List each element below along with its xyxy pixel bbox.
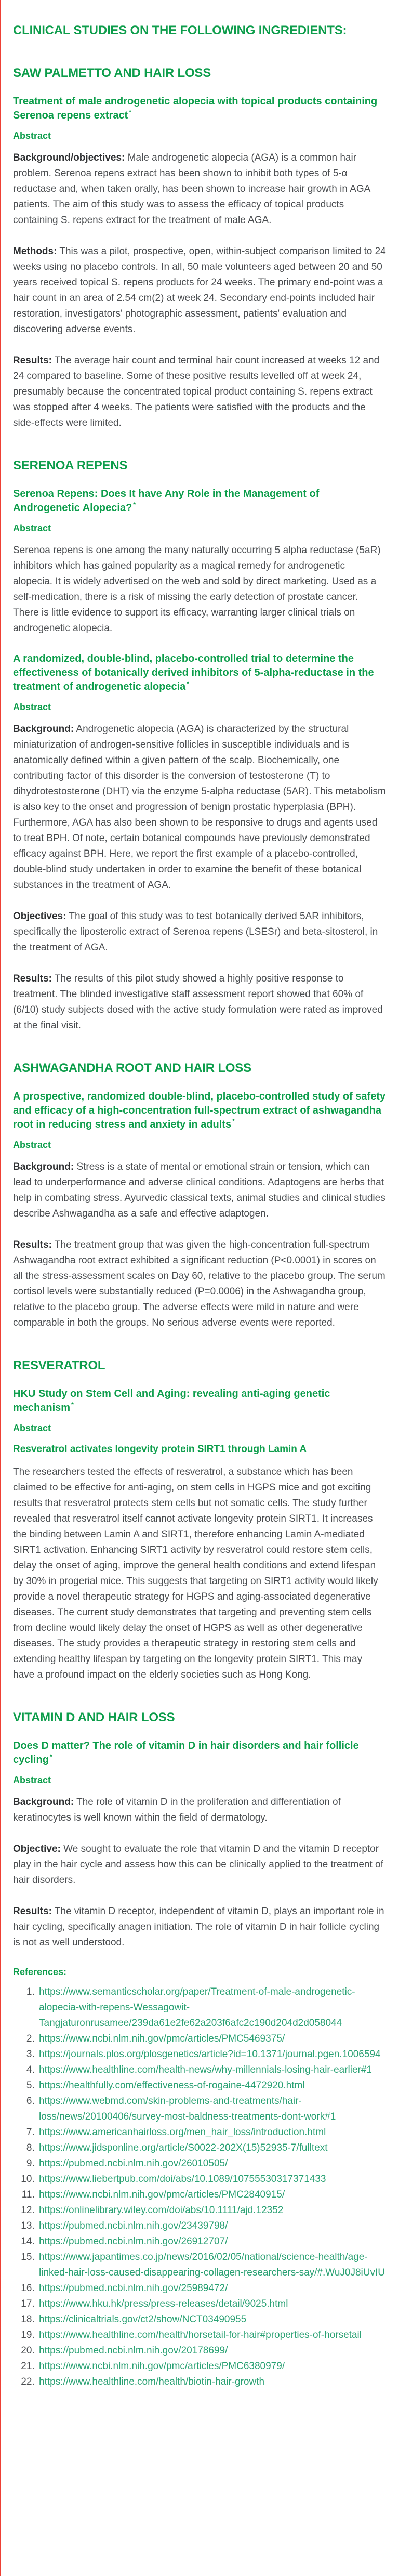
reference-link[interactable]: https://www.webmd.com/skin-problems-and-treatments/hair-loss/news/20100406/survey-most-baldness-treatments-dont-work#1	[39, 2096, 336, 2122]
paragraph-lead: Results:	[13, 1906, 52, 1917]
reference-item	[37, 1984, 386, 2031]
reference-item	[37, 2234, 386, 2250]
reference-link[interactable]: https://clinicaltrials.gov/ct2/show/NCT03490955	[39, 2314, 247, 2325]
reference-item	[37, 2187, 386, 2203]
reference-link[interactable]: https://www.ncbi.nlm.nih.gov/pmc/articles/PMC6380979/	[39, 2361, 285, 2372]
reference-link[interactable]: https://healthfully.com/effectiveness-of-rogaine-4472920.html	[39, 2080, 305, 2091]
paragraph-text: This was a pilot, prospective, open, within-subject comparison limited to 24 weeks using no placebo controls. In all, 50 male volunteers aged between 20 and 50 years received topical S. repens products for 24 weeks. The primary end-point was a hair count in an area of 2.54 cm(2) at week 24. Secondary end-points included hair restoration, investigators' photographic assessment, patients' evaluation and discovering adverse events.	[13, 246, 386, 335]
section-heading-vitamin-d: VITAMIN D AND HAIR LOSS	[13, 1710, 175, 1724]
paragraph-lead: Results:	[13, 973, 52, 984]
footnote-asterisk: *	[49, 1753, 52, 1761]
reference-item	[37, 2047, 386, 2062]
footnote-asterisk: *	[133, 501, 136, 509]
abstract-paragraph	[13, 1464, 386, 1683]
abstract-label: Abstract	[13, 523, 51, 533]
study-title	[13, 95, 386, 123]
paragraph-lead: Objective:	[13, 1843, 61, 1854]
section-ashwagandha	[13, 1061, 386, 1331]
abstract-paragraph	[13, 1841, 386, 1888]
references-label: References:	[13, 1967, 67, 1977]
paragraph-lead: Results:	[13, 1239, 52, 1250]
reference-item	[37, 2312, 386, 2327]
reference-item	[37, 2031, 386, 2047]
section-saw-palmetto	[13, 66, 386, 431]
reference-link[interactable]: https://www.healthline.com/health-news/why-millennials-losing-hair-earlier#1	[39, 2064, 372, 2075]
reference-item	[37, 2281, 386, 2296]
reference-item	[37, 2343, 386, 2359]
reference-link[interactable]: https://journals.plos.org/plosgenetics/article?id=10.1371/journal.pgen.1006594	[39, 2049, 381, 2060]
abstract-paragraph	[13, 722, 386, 893]
reference-item	[37, 2140, 386, 2156]
abstract-label: Abstract	[13, 702, 51, 712]
reference-item	[37, 2156, 386, 2172]
reference-link[interactable]: https://pubmed.ncbi.nlm.nih.gov/23439798/	[39, 2220, 228, 2231]
reference-item	[37, 2062, 386, 2078]
section-heading-resveratrol: RESVERATROL	[13, 1358, 105, 1372]
study-title-text: Serenoa Repens: Does It have Any Role in the Management of Androgenetic Alopecia?	[13, 488, 320, 514]
paragraph-text: The researchers tested the effects of resveratrol, a substance which has been claimed to be effective for anti-aging, on stem cells in HGPS mice and got exciting results that resveratrol protects stem cells but not somatic cells. The study further revealed that resveratrol itself cannot activate longevity protein SIRT1. It increases the binding between Lamin A and SIRT1, therefore enhancing Lamin A-mediated SIRT1 activation. Enhancing SIRT1 activity by resveratrol could restore stem cells, delay the onset of aging, improve the general health conditions and extend lifespan by 30% in progerial mice. This suggests that targeting on SIRT1 activity would likely provide a novel therapeutic strategy for HGPS and aging-associated degenerative diseases. The current study demonstrates that targeting and preventing stem cells from decline would likely delay the onset of HGPS as well as other degenerative diseases. The study provides a therapeutic strategy in restoring stem cells and extending healthy lifespan by targeting on the longevity protein SIRT1. This may have a profound impact on the elderly societies such as Hong Kong.	[13, 1467, 378, 1680]
abstract-paragraph	[13, 353, 386, 431]
abstract-label: Abstract	[13, 1423, 51, 1433]
paragraph-text: Androgenetic alopecia (AGA) is characterized by the structural miniaturization of androgen-sensitive follicles in susceptible individuals and is anatomically defined within a given pattern of the scalp. Biochemically, one contributing factor of this disorder is the conversion of testosterone (T) to dihydrotestosterone (DHT) via the enzyme 5-alpha reductase (5AR). This metabolism is also key to the onset and progression of benign prostatic hyperplasia (BPH). Furthermore, AGA has also been shown to be responsive to drugs and agents used to treat BPH. Of note, certain botanical compounds have previously demonstrated efficacy against BPH. Here, we report the first example of a placebo-controlled, double-blind study undertaken in order to examine the benefit of these botanical substances in the treatment of AGA.	[13, 724, 386, 891]
abstract-paragraph	[13, 244, 386, 337]
reference-item	[37, 2125, 386, 2140]
study-title-text: A randomized, double-blind, placebo-controlled trial to determine the effectiveness of botanically derived inhibitors of 5-alpha-reductase in the treatment of androgenetic alopecia	[13, 653, 374, 692]
reference-link[interactable]: https://onlinelibrary.wiley.com/doi/abs/10.1111/ajd.12352	[39, 2205, 284, 2216]
reference-link[interactable]: https://www.ncbi.nlm.nih.gov/pmc/articles/PMC2840915/	[39, 2189, 285, 2200]
paragraph-lead: Methods:	[13, 246, 57, 257]
study-title-text: Treatment of male androgenetic alopecia with topical products containing Serenoa repens extract	[13, 96, 378, 121]
abstract-paragraph	[13, 1237, 386, 1331]
footnote-asterisk: *	[232, 1118, 235, 1126]
paragraph-text: The results of this pilot study showed a highly positive response to treatment. The blinded investigative staff assessment report showed that 60% of (6/10) study subjects dosed with the active study formulation were rated as improved at the final visit.	[13, 973, 383, 1031]
section-vitamin-d	[13, 1710, 386, 1951]
study-title-text: A prospective, randomized double-blind, placebo-controlled study of safety and efficacy of a high-concentration full-spectrum extract of ashwagandha root in reducing stress and anxiety in adults	[13, 1091, 386, 1130]
paragraph-lead: Results:	[13, 355, 52, 366]
paragraph-text: Stress is a state of mental or emotional strain or tension, which can lead to underperformance and adverse clinical conditions. Adaptogens are herbs that help in combating stress. Ayurvedic classical texts, animal studies and clinical studies describe Ashwagandha as a safe and effective adaptogen.	[13, 1161, 385, 1219]
section-heading-serenoa-repens: SERENOA REPENS	[13, 459, 128, 473]
reference-item	[37, 2374, 386, 2390]
paragraph-text: The treatment group that was given the high-concentration full-spectrum Ashwagandha root extract exhibited a significant reduction (P<0.0001) in scores on all the stress-assessment scales on Day 60, relative to the placebo group. The serum cortisol levels were substantially reduced (P=0.0006) in the Ashwagandha group, relative to the placebo group. The adverse effects were mild in nature and were comparable in both the groups. No serious adverse events were reported.	[13, 1239, 385, 1328]
study-title	[13, 487, 386, 515]
study-title	[13, 652, 386, 694]
footnote-asterisk: *	[129, 109, 131, 116]
paragraph-text: Serenoa repens is one among the many naturally occurring 5 alpha reductase (5aR) inhibitors which has gained popularity as a magical remedy for androgenetic alopecia. It is widely advertised on the web and sold by direct marketing. Used as a self-medication, there is a risk of missing the early detection of prostate cancer. There is little evidence to support its efficacy, warranting larger clinical trials on androgenetic alopecia.	[13, 545, 381, 634]
section-serenoa-repens	[13, 458, 386, 1034]
section-references	[13, 1966, 386, 2390]
paragraph-lead: Background:	[13, 1161, 74, 1172]
reference-link[interactable]: https://www.semanticscholar.org/paper/Treatment-of-male-androgenetic-alopecia-with-repens-Wessagowit-Tangjaturonrusamee/239da61e2fe62a203f6afc2c190d204d2d058044	[39, 1986, 355, 2029]
paragraph-text: Male androgenetic alopecia (AGA) is a common hair problem. Serenoa repens extract has been shown to inhibit both types of 5-α reductase and, when taken orally, has been shown to increase hair growth in AGA patients. The aim of this study was to assess the efficacy of topical products containing S. repens extract for the treatment of male AGA.	[13, 152, 370, 226]
abstract-paragraph	[13, 1795, 386, 1826]
abstract-paragraph	[13, 971, 386, 1034]
reference-item	[37, 2203, 386, 2218]
reference-item	[37, 2094, 386, 2125]
page-title: CLINICAL STUDIES ON THE FOLLOWING INGREDIENTS:	[13, 23, 347, 37]
section-resveratrol	[13, 1358, 386, 1683]
study-title	[13, 1090, 386, 1132]
reference-item	[37, 2078, 386, 2094]
abstract-paragraph	[13, 909, 386, 956]
abstract-paragraph	[13, 543, 386, 636]
reference-link[interactable]: https://www.jidsponline.org/article/S0022-202X(15)52935-7/fulltext	[39, 2142, 328, 2153]
abstract-paragraph	[13, 1904, 386, 1951]
left-edge-accent	[0, 0, 1, 2576]
study-title-text: HKU Study on Stem Cell and Aging: revealing anti-aging genetic mechanism	[13, 1388, 330, 1414]
references-list	[13, 1984, 386, 2390]
abstract-paragraph	[13, 1159, 386, 1222]
reference-link[interactable]: https://pubmed.ncbi.nlm.nih.gov/26912707/	[39, 2236, 228, 2247]
reference-link[interactable]: https://pubmed.ncbi.nlm.nih.gov/20178699/	[39, 2345, 228, 2356]
footnote-asterisk: *	[71, 1401, 74, 1409]
paragraph-lead: Background:	[13, 1797, 74, 1808]
reference-link[interactable]: https://www.liebertpub.com/doi/abs/10.1089/10755530317371433	[39, 2174, 326, 2185]
reference-item	[37, 2327, 386, 2343]
reference-link[interactable]: https://www.hku.hk/press/press-releases/detail/9025.html	[39, 2298, 288, 2309]
reference-item	[37, 2218, 386, 2234]
paragraph-lead: Background:	[13, 724, 74, 735]
reference-link[interactable]: https://www.americanhairloss.org/men_hair_loss/introduction.html	[39, 2127, 326, 2138]
study-subheading: Resveratrol activates longevity protein SIRT1 through Lamin A	[13, 1444, 307, 1455]
reference-item	[37, 2296, 386, 2312]
section-heading-saw-palmetto: SAW PALMETTO AND HAIR LOSS	[13, 66, 211, 80]
paragraph-text: We sought to evaluate the role that vitamin D and the vitamin D receptor play in the hair cycle and assess how this can be clinically applied to the treatment of hair disorders.	[13, 1843, 383, 1886]
paragraph-lead: Objectives:	[13, 911, 66, 922]
footnote-asterisk: *	[187, 680, 189, 688]
reference-item	[37, 2172, 386, 2187]
paragraph-text: The role of vitamin D in the proliferation and differentiation of keratinocytes is well known within the field of dermatology.	[13, 1797, 341, 1823]
paragraph-text: The vitamin D receptor, independent of vitamin D, plays an important role in hair cycling, specifically anagen initiation. The role of vitamin D in hair follicle cycling is not as well understood.	[13, 1906, 384, 1948]
abstract-label: Abstract	[13, 1140, 51, 1150]
study-title	[13, 1739, 386, 1767]
paragraph-lead: Background/objectives:	[13, 152, 125, 163]
reference-item	[37, 2250, 386, 2281]
abstract-label: Abstract	[13, 1775, 51, 1785]
reference-link[interactable]: https://www.ncbi.nlm.nih.gov/pmc/articles/PMC5469375/	[39, 2033, 285, 2044]
reference-link[interactable]: https://www.japantimes.co.jp/news/2016/02/05/national/science-health/age-linked-hair-loss-caused-disappearing-collagen-researchers-say/#.WuJ0J8iUvIU	[39, 2252, 385, 2278]
section-heading-ashwagandha: ASHWAGANDHA ROOT AND HAIR LOSS	[13, 1061, 251, 1075]
paragraph-text: The average hair count and terminal hair count increased at weeks 12 and 24 compared to baseline. Some of these positive results levelled off at week 24, presumably because the concentrated topical product containing S. repens extract was stopped after 4 weeks. The patients were satisfied with the products and the side-effects were limited.	[13, 355, 380, 428]
reference-item	[37, 2359, 386, 2374]
abstract-paragraph	[13, 150, 386, 228]
reference-link[interactable]: https://www.healthline.com/health/horsetail-for-hair#properties-of-horsetail	[39, 2330, 362, 2340]
reference-link[interactable]: https://www.healthline.com/health/biotin-hair-growth	[39, 2376, 265, 2387]
reference-link[interactable]: https://pubmed.ncbi.nlm.nih.gov/26010505/	[39, 2158, 228, 2169]
study-title	[13, 1387, 386, 1415]
abstract-label: Abstract	[13, 130, 51, 141]
paragraph-text: The goal of this study was to test botanically derived 5AR inhibitors, specifically the liposterolic extract of Serenoa repens (LSESr) and beta-sitosterol, in the treatment of AGA.	[13, 911, 378, 953]
study-title-text: Does D matter? The role of vitamin D in hair disorders and hair follicle cycling	[13, 1740, 359, 1766]
reference-link[interactable]: https://pubmed.ncbi.nlm.nih.gov/25989472/	[39, 2283, 228, 2294]
